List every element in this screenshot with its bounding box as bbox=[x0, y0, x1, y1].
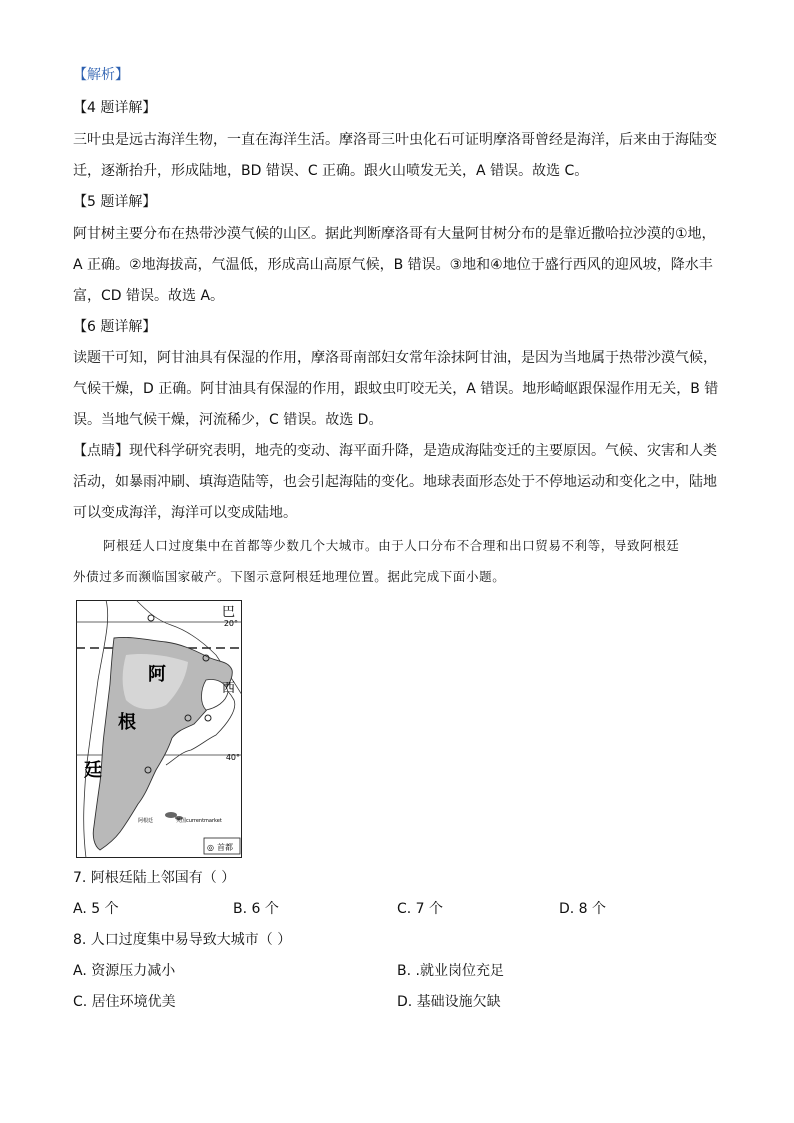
uruguay-label: 西 bbox=[222, 681, 236, 696]
question-7-option-d: D. 8 个 bbox=[559, 901, 607, 917]
question-7-stem: 7. 阿根廷陆上邻国有（ ） bbox=[73, 870, 236, 886]
islands-label-right: 英国currentmarket bbox=[176, 818, 222, 824]
question-7-option-a: A. 5 个 bbox=[73, 901, 119, 917]
q5-text-line: 富，CD 错误。故选 A。 bbox=[73, 288, 225, 304]
country-char-gen: 根 bbox=[118, 712, 136, 733]
q4-text-line: 三叶虫是远古海洋生物，一直在海洋生活。摩洛哥三叶虫化石可证明摩洛哥曾经是海洋，后来由于海陆变 bbox=[73, 132, 717, 148]
lat-label-20: 20° bbox=[223, 619, 238, 628]
analysis-heading: 【解析】 bbox=[73, 67, 129, 83]
question-8-option-b: B. .就业岗位充足 bbox=[397, 963, 504, 979]
question-8-stem: 8. 人口过度集中易导致大城市（ ） bbox=[73, 932, 292, 948]
intro-text-line: 阿根廷人口过度集中在首都等少数几个大城市。由于人口分布不合理和出口贸易不利等，导致阿根廷 bbox=[103, 538, 680, 553]
legend-label: 首都 bbox=[217, 843, 233, 852]
question-8-option-c: C. 居住环境优美 bbox=[73, 994, 176, 1010]
q6-text-line: 误。当地气候干燥，河流稀少，C 错误。故选 D。 bbox=[73, 412, 383, 428]
q5-text-line: 阿甘树主要分布在热带沙漠气候的山区。据此判断摩洛哥有大量阿甘树分布的是靠近撒哈拉沙漠的①地， bbox=[73, 226, 716, 242]
tip-heading: 【点睛】 bbox=[73, 443, 129, 459]
q4-heading: 【4 题详解】 bbox=[73, 100, 157, 116]
question-8-option-d: D. 基础设施欠缺 bbox=[397, 994, 501, 1010]
q6-text-line: 读题干可知，阿甘油具有保湿的作用，摩洛哥南部妇女常年涂抹阿甘油，是因为当地属于热带沙漠气候， bbox=[73, 350, 717, 366]
q5-text-line: A 正确。②地海拔高，气温低，形成高山高原气候，B 错误。③地和④地位于盛行西风的迎风坡，降水丰 bbox=[73, 257, 713, 273]
question-7-option-b: B. 6 个 bbox=[233, 901, 279, 917]
capital-legend-icon: ◎ bbox=[207, 843, 214, 852]
intro-text-line: 外债过多而濒临国家破产。下图示意阿根廷地理位置。据此完成下面小题。 bbox=[73, 569, 506, 584]
islands-label-left: 阿根廷 bbox=[138, 818, 154, 824]
tip-text-line: 活动，如暴雨冲刷、填海造陆等，也会引起海陆的变化。地球表面形态处于不停地运动和变化之中，陆地 bbox=[73, 474, 717, 490]
tip-text-line: 现代科学研究表明，地壳的变动、海平面升降，是造成海陆变迁的主要原因。气候、灾害和人类 bbox=[129, 443, 717, 459]
question-8-option-a: A. 资源压力减小 bbox=[73, 963, 176, 979]
lat-label-40: 40° bbox=[225, 753, 240, 762]
country-char-ting: 廷 bbox=[84, 760, 102, 781]
argentina-location-map bbox=[76, 600, 242, 858]
q6-text-line: 气候干燥，D 正确。阿甘油具有保湿的作用，跟蚊虫叮咬无关，A 错误。地形崎岖跟保湿作用无关，B 错 bbox=[73, 381, 719, 397]
brazil-label: 巴 bbox=[222, 605, 236, 620]
tip-paragraph bbox=[73, 441, 717, 461]
country-char-a: 阿 bbox=[148, 664, 166, 685]
q6-heading: 【6 题详解】 bbox=[73, 319, 157, 335]
q4-text-line: 迁，逐渐抬升，形成陆地，BD 错误、C 正确。跟火山喷发无关，A 错误。故选 C。 bbox=[73, 163, 589, 179]
q5-heading: 【5 题详解】 bbox=[73, 194, 157, 210]
question-7-option-c: C. 7 个 bbox=[397, 901, 444, 917]
tip-text-line: 可以变成海洋，海洋可以变成陆地。 bbox=[73, 505, 297, 521]
